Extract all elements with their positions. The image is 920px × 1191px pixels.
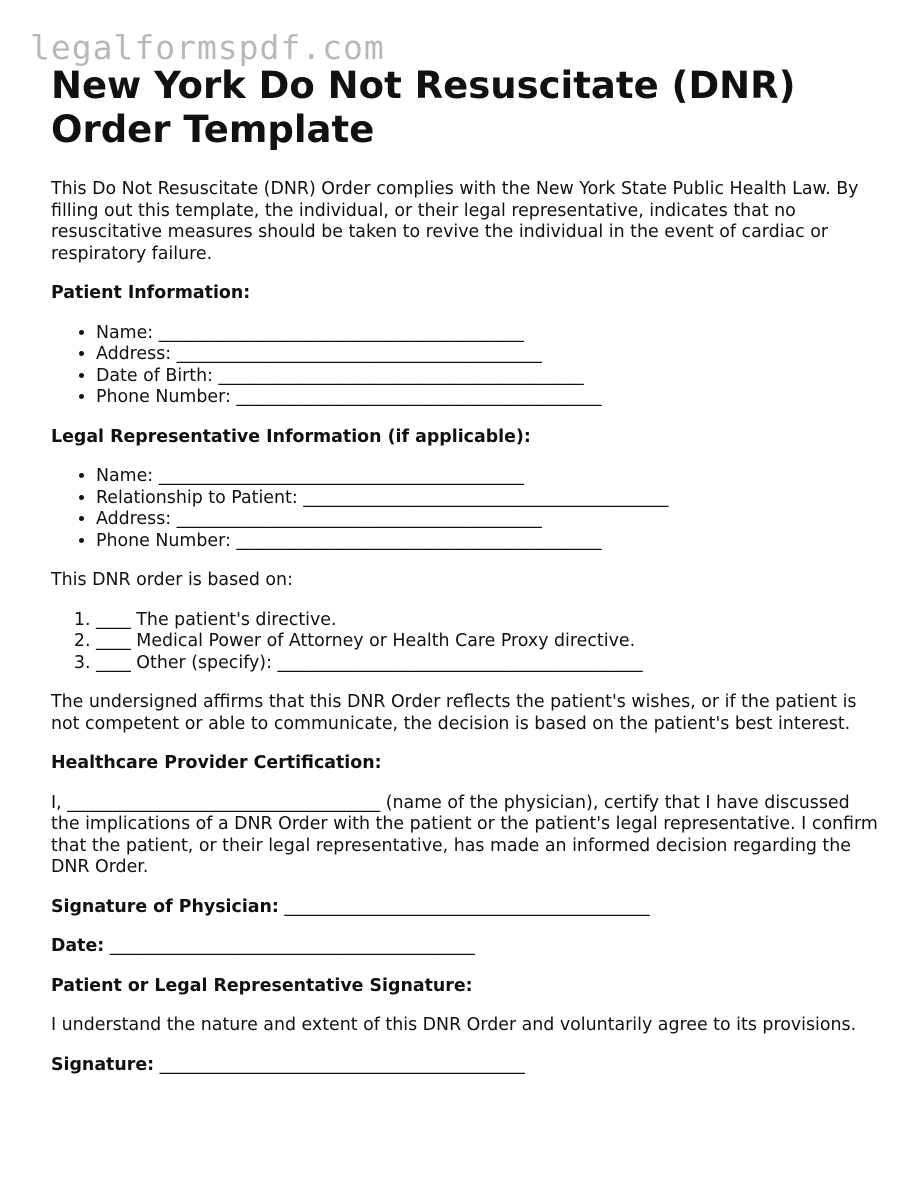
document-page bbox=[51, 64, 881, 1094]
patient-info-heading: Patient Information: bbox=[51, 283, 251, 303]
watermark: legalformspdf.com bbox=[30, 28, 385, 67]
patient-phone-field[interactable]: • Phone Number: __________________________________________ bbox=[96, 387, 881, 409]
date-line[interactable] bbox=[51, 936, 881, 958]
affirmation-paragraph: The undersigned affirms that this DNR Order reflects the patient's wishes, or if the patient is not competent or able to communicate, the decision is based on the patient's best interest. bbox=[51, 692, 857, 734]
basis-option-proxy-directive[interactable]: 2. ____ Medical Power of Attorney or Health Care Proxy directive. bbox=[96, 631, 881, 653]
physician-signature-line[interactable] bbox=[51, 897, 881, 919]
physician-signature-label: Signature of Physician: bbox=[51, 896, 279, 917]
patient-info-list bbox=[51, 323, 881, 409]
rep-phone-field[interactable]: • Phone Number: __________________________________________ bbox=[96, 531, 881, 553]
legal-rep-list bbox=[51, 466, 881, 552]
patient-name-field[interactable]: • Name: __________________________________________ bbox=[96, 323, 881, 345]
intro-paragraph: This Do Not Resuscitate (DNR) Order complies with the New York State Public Health Law. By filling out this template, the individual, or their legal representative, indicates that no resuscitative measures should be taken to revive the individual in the event of cardiac or respiratory failure. bbox=[51, 179, 859, 264]
physician-signature-blank[interactable]: __________________________________________ bbox=[284, 896, 650, 917]
basis-lead: This DNR order is based on: bbox=[51, 570, 293, 590]
basis-list bbox=[51, 610, 881, 675]
basis-option-other[interactable]: 3. ____ Other (specify): __________________________________________ bbox=[96, 653, 881, 675]
page-title: New York Do Not Resuscitate (DNR) Order Template bbox=[51, 64, 796, 151]
rep-address-field[interactable]: • Address: __________________________________________ bbox=[96, 509, 881, 531]
patient-signature-label: Signature: bbox=[51, 1054, 155, 1075]
patient-dob-field[interactable]: • Date of Birth: __________________________________________ bbox=[96, 366, 881, 388]
legal-rep-heading: Legal Representative Information (if applicable): bbox=[51, 426, 531, 447]
rep-relationship-field[interactable]: • Relationship to Patient: __________________________________________ bbox=[96, 488, 881, 510]
patient-consent-text: I understand the nature and extent of this DNR Order and voluntarily agree to its provisions. bbox=[51, 1015, 857, 1035]
patient-signature-heading: Patient or Legal Representative Signature: bbox=[51, 975, 473, 996]
basis-option-patient-directive[interactable]: 1. ____ The patient's directive. bbox=[96, 610, 881, 632]
patient-address-field[interactable]: • Address: __________________________________________ bbox=[96, 344, 881, 366]
patient-signature-line[interactable] bbox=[51, 1055, 881, 1077]
date-label: Date: bbox=[51, 936, 105, 956]
provider-heading: Healthcare Provider Certification: bbox=[51, 753, 382, 773]
date-blank[interactable]: __________________________________________ bbox=[109, 936, 475, 956]
provider-certification-text[interactable]: I, ____________________________________ (name of the physician), certify that I have discussed the implications of a DNR Order with the patient or the patient's legal representative. I confirm that the patient, or their legal representative, has made an informed decision regarding the DNR Order. bbox=[51, 792, 878, 877]
rep-name-field[interactable]: • Name: __________________________________________ bbox=[96, 466, 881, 488]
patient-signature-blank[interactable]: __________________________________________ bbox=[159, 1054, 525, 1075]
